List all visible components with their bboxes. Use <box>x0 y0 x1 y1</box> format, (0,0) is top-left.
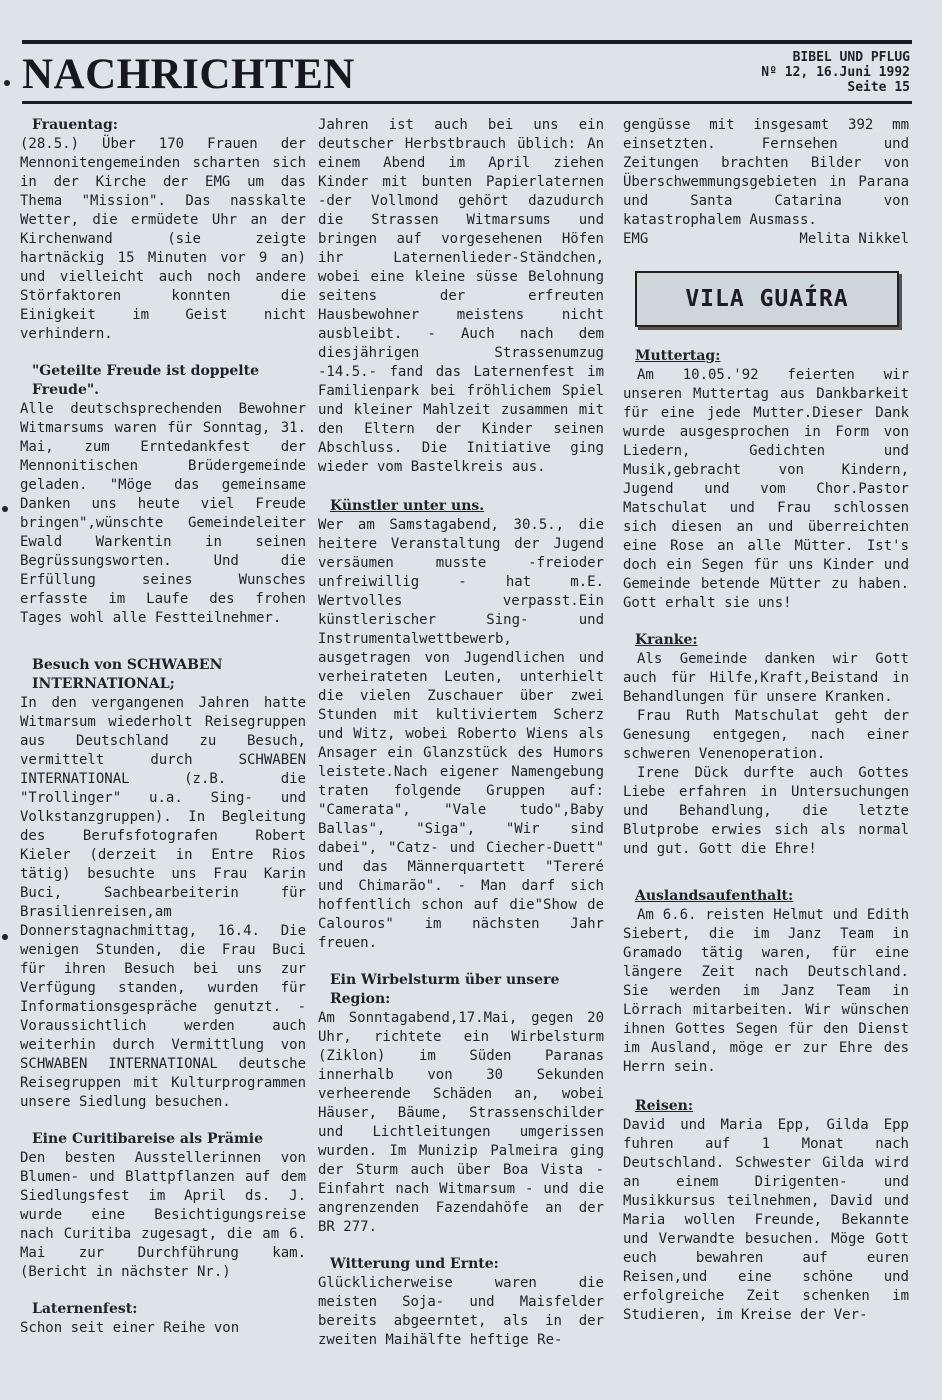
article-heading: Kranke: <box>635 632 698 648</box>
article-heading: "Geteilte Freude ist doppelte Freude". <box>32 363 259 398</box>
article-body: David und Maria Epp, Gilda Epp fuhren auf 1 Monat nach Deutschland. Schwester Gilda wird an einem Dirigenten- und Musikkursus teilnehmen, David und Maria wollen Freunde, Bekannte und Verwandte besuchen. Möge Gott euch bewahren auf euren Reisen,und eine schöne und erfolgreiche Zeit schenken im Studieren, im Kreise der Ver- <box>623 1117 909 1323</box>
section-title: NACHRICHTEN <box>22 51 355 98</box>
article-frauentag <box>20 116 306 344</box>
article-body: (28.5.) Über 170 Frauen der Mennonitengemeinden scharten sich in der Kirche der EMG um das Thema "Mission". Das nasskalte Wetter, die ermüdete Uhr an der Kirchenwand (sie zeigte hartnäckig 15 Minuten vor 9 an) und vielleicht auch noch andere Störfaktoren konnten die Einigkeit im Geist nicht verhindern. <box>20 136 306 342</box>
article-body: Am Sonntagabend,17.Mai, gegen 20 Uhr, richtete ein Wirbelsturm (Ziklon) im Süden Paranas innerhalb von 30 Sekunden verheerende Schäden an, wobei Häuser, Bäume, Strassenschilder und Lichtleitungen umgerissen wurden. Im Munizip Palmeira ging der Sturm auch über Boa Vista - Einfahrt nach Witmarsum - und die angrenzenden Fazendahöfe an der BR 277. <box>318 1010 604 1235</box>
masthead-bottom-rule <box>22 101 912 104</box>
article-body: Am 6.6. reisten Helmut und Edith Siebert, die im Janz Team in Gramado tätig waren, für eine längere Zeit nach Deutschland. Sie werden im Janz Team in Lörrach mitarbeiten. Wir wünschen ihnen Gottes Segen für den Dienst im Ausland, möge er zur Ehre des Herrn sein. <box>623 907 909 1075</box>
section-banner-vila-guaira: VILA GUAÍRA <box>635 271 899 327</box>
article-body: Jahren ist auch bei uns ein deutscher Herbstbrauch üblich: An einem Abend im April ziehen Kinder mit bunten Papierlaternen -der Vollmond gehört dazudurch die Strassen Witmarsums und bringen auf vorgesehenen Höfen ihr Laternenlieder-Ständchen, wobei eine kleine süsse Belohnung seitens der erfreuten Hausbewohner meistens nicht ausbleibt. - Auch nach dem diesjährigen Strassenumzug -14.5.- fand das Laternenfest im Familienpark bei fröhlichem Spiel und kleiner Mahlzeit zusammen mit den Eltern der Kinder seinen Abschluss. Die Initiative ging wieder vom Bastelkreis aus. <box>318 117 604 475</box>
signature-author: Melita Nikkel <box>799 231 909 247</box>
article-body: Glücklicherweise waren die meisten Soja- und Maisfelder bereits abgeerntet, als in der zweiten Maihälfte heftige Re- <box>318 1275 604 1348</box>
issue-number: Nº 12, 16.Juni 1992 <box>761 65 910 80</box>
publication-info <box>761 50 910 95</box>
article-heading: Frauentag: <box>32 117 118 133</box>
article-body: Am 10.05.'92 feierten wir unseren Muttertag aus Dankbarkeit für eine jede Mutter.Dieser Dank wurde ausgesprochen in Form von Liedern, Gedichten und Musik,gebracht von Kindern, Jugend und vom Chor.Pastor Matschulat und Frau schlossen sich diesen an und überreichten eine Rose an alle Mütter. Ist's doch ein Segen für uns Kinder und Gemeinde betende Mütter zu haben. Gott erhalt sie uns! <box>623 367 909 611</box>
article-body: In den vergangenen Jahren hatte Witmarsum wiederholt Reisegruppen aus Deutschland zu Besuch, vermittelt durch SCHWABEN INTERNATIONAL (z.B. die "Trollinger" u.a. Sing- und Volkstanzgruppen). In Begleitung des Berufsfotografen Robert Kieler (derzeit in Entre Rios tätig) besuchte uns Frau Karin Buci, Sachbearbeiterin für Brasilienreisen,am Donnerstagnachmittag, 16.4. Die wenigen Stunden, die Frau Buci für ihren Besuch bei uns zur Verfügung standen, wurden für Informationsgespräche genutzt. - Voraussichtlich werden auch weiterhin durch Vermittlung von SCHWABEN INTERNATIONAL deutsche Reisegruppen mit Kulturprogrammen unsere Siedlung besuchen. <box>20 695 306 1110</box>
article-heading: Ein Wirbelsturm über unsere Region: <box>330 972 560 1007</box>
column-1 <box>20 116 306 1396</box>
margin-bullet <box>4 80 10 86</box>
article-heading: Laternenfest: <box>32 1301 138 1317</box>
signature-source: EMG <box>623 231 649 247</box>
article-schwaben-international <box>20 656 306 1112</box>
article-laternenfest-continued <box>318 116 604 477</box>
article-heading: Reisen: <box>635 1098 693 1114</box>
article-body: Frau Ruth Matschulat geht der Genesung entgegen, nach einer schweren Venenoperation. <box>623 708 909 762</box>
article-reisen <box>623 1097 909 1325</box>
article-muttertag <box>623 347 909 613</box>
article-geteilte-freude <box>20 362 306 628</box>
article-kuenstler <box>318 497 604 953</box>
article-body: Als Gemeinde danken wir Gott auch für Hilfe,Kraft,Beistand in Behandlungen für unsere Kranken. <box>623 651 909 705</box>
margin-bullet <box>2 934 8 940</box>
article-body: gengüsse mit insgesamt 392 mm einsetzten. Fernsehen und Zeitungen brachten Bilder von Überschwemmungsgebieten in Parana und Santa Catarina von katastrophalem Ausmass. <box>623 117 909 228</box>
article-laternenfest <box>20 1300 306 1338</box>
masthead-top-rule <box>22 40 912 44</box>
article-wirbelsturm <box>318 971 604 1237</box>
article-body: Irene Dück durfte auch Gottes Liebe erfahren in Untersuchungen und Behandlung, die letzte Blutprobe erwies sich als normal und gut. Gott die Ehre! <box>623 765 909 857</box>
article-heading: Besuch von SCHWABEN INTERNATIONAL; <box>32 657 223 692</box>
article-auslandsaufenthalt <box>623 887 909 1077</box>
publication-name: BIBEL UND PFLUG <box>792 50 910 65</box>
article-curitibareise <box>20 1130 306 1282</box>
article-body: Schon seit einer Reihe von <box>20 1320 240 1336</box>
article-body: Wer am Samstagabend, 30.5., die heitere Veranstaltung der Jugend versäumen musste -freioder unfreiwillig - hat m.E. Wertvolles verpasst.Ein künstlerischer Sing- und Instrumentalwettbewerb, ausgetragen von Jugendlichen und verheirateten Leuten, unterhielt die vielen Zuschauer über zwei Stunden mit kultiviertem Scherz und Witz, wobei Roberto Wiens als Ansager ein Glanzstück des Humors leistete.Nach eigener Namengebung traten folgende Gruppen auf: "Camerata", "Vale tudo",Baby Ballas", "Siga", "Wir sind dabei", "Catz- und Ciecher-Duett" und das Männerquartett "Tereré und Chimarão". - Man darf sich hoffentlich schon auf die"Show de Calouros" im nächsten Jahr freuen. <box>318 517 604 951</box>
article-heading: Auslandsaufenthalt: <box>635 888 794 904</box>
article-heading: Witterung und Ernte: <box>330 1256 499 1272</box>
margin-bullet <box>2 506 8 512</box>
article-heading: Muttertag: <box>635 348 721 364</box>
article-witterung-continued <box>623 116 909 249</box>
article-body: Alle deutschsprechenden Bewohner Witmarsums waren für Sonntag, 31. Mai, zum Erntedankfest der Mennonitischen Brüdergemeinde geladen. "Möge das gemeinsame Danken uns heute viel Freude bringen",wünschte Gemeindeleiter Ewald Warkentin in seinen Begrüssungsworten. Und die Erfüllung seines Wunsches erfasste im Laufe des frohen Tages wohl alle Festteilnehmer. <box>20 401 306 626</box>
article-witterung <box>318 1255 604 1350</box>
article-signature <box>623 230 909 249</box>
article-body: Den besten Ausstellerinnen von Blumen- und Blattpflanzen auf dem Siedlungsfest im April ds. J. wurde eine Besichtigungsreise nach Curitiba zugesagt, die am 6. Mai zur Durchführung kam. (Bericht in nächster Nr.) <box>20 1150 306 1280</box>
page-number: Seite 15 <box>847 80 910 95</box>
column-3 <box>623 116 909 1396</box>
article-heading: Eine Curitibareise als Prämie <box>32 1131 264 1147</box>
column-2 <box>318 116 604 1396</box>
article-heading: Künstler unter uns. <box>330 498 485 514</box>
article-kranke <box>623 631 909 859</box>
